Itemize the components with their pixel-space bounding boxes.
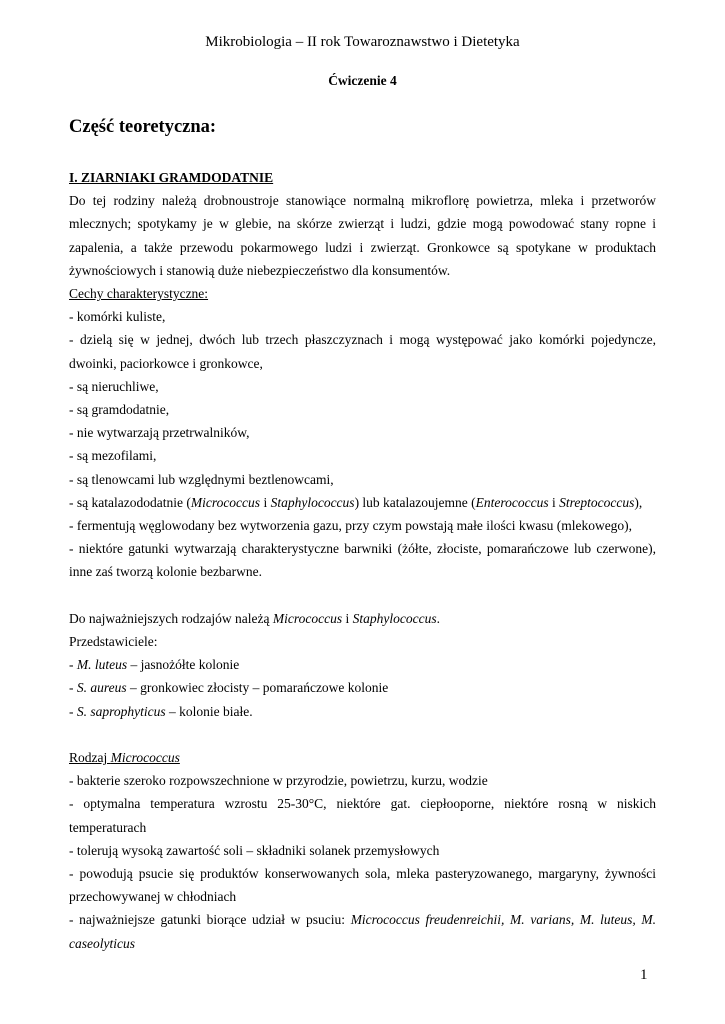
- spacer: [69, 584, 656, 607]
- spacer: [69, 723, 656, 746]
- species-name: S. aureus: [76, 680, 127, 696]
- feature-item: - są tlenowcami lub względnymi beztlenowcami,: [69, 471, 334, 487]
- text-segment: i: [260, 494, 271, 510]
- micrococcus-item-species: [69, 908, 656, 954]
- features-label: Cechy charakterystyczne:: [69, 286, 209, 302]
- document-body: [69, 166, 656, 955]
- text-segment: – jasnożółte kolonie: [127, 657, 240, 673]
- page-number: 1: [640, 967, 648, 983]
- feature-item: - nie wytwarzają przetrwalników,: [69, 425, 250, 441]
- genus-name: Staphylococcus: [352, 610, 437, 626]
- feature-item: - fermentują węglowodany bez wytworzenia gazu, przy czym powstają małe ilości kwasu (mlekowego),: [69, 518, 633, 534]
- text-segment: -: [69, 703, 77, 719]
- intro-paragraph: Do tej rodziny należą drobnoustroje stanowiące normalną mikroflorę powietrza, mleka i przetworów mlecznych; spotykamy je w glebie, na skórze zwierząt i ludzi, gdzie mogą powodować stany ropne i zapalenia, a także przewodu pokarmowego ludzi i zwierząt. Gronkowce są spotykane w produktach żywnościowych i stanowią duże niebezpieczeństwo dla konsumentów.: [69, 193, 656, 278]
- micrococcus-item: - bakterie szeroko rozpowszechnione w przyrodzie, powietrzu, kurzu, wodzie: [69, 773, 488, 789]
- text-segment: ),: [634, 494, 643, 510]
- micrococcus-item: - powodują psucie się produktów konserwowanych sola, mleka pasteryzowanego, margaryny, żywności przechowywanej w chłodniach: [69, 866, 656, 905]
- genus-name: Micrococcus: [110, 750, 180, 766]
- part-heading: I. ZIARNIAKI GRAMDODATNIE: [69, 170, 274, 185]
- feature-item: - dzielą się w jednej, dwóch lub trzech płaszczyznach i mogą występować jako komórki pojedyncze, dwoinki, paciorkowce i gronkowce,: [69, 332, 656, 371]
- feature-item: - są mezofilami,: [69, 448, 157, 464]
- document-header: Mikrobiologia – II rok Towaroznawstwo i Dietetyka: [205, 34, 520, 50]
- micrococcus-item: - optymalna temperatura wzrostu 25-30°C, niektóre gat. ciepłooporne, niektóre rosną w niskich temperaturach: [69, 796, 656, 835]
- representative-item: [69, 653, 656, 676]
- representative-item: [69, 700, 656, 723]
- text-segment: Do najważniejszych rodzajów należą: [69, 610, 273, 626]
- representatives-label: Przedstawiciele:: [69, 634, 158, 650]
- genus-name: Micrococcus: [272, 610, 343, 626]
- representative-item: [69, 676, 656, 699]
- feature-item: - komórki kuliste,: [69, 309, 166, 325]
- feature-item: - są gramdodatnie,: [69, 402, 170, 418]
- text-segment: .: [436, 610, 441, 626]
- exercise-title: Ćwiczenie 4: [328, 73, 397, 88]
- feature-item: - niektóre gatunki wytwarzają charakterystyczne barwniki (żółte, złociste, pomarańczowe lub czerwone), inne zaś tworzą kolonie bezbarwne.: [69, 541, 656, 580]
- text-segment: - są katalazododatnie (: [69, 494, 191, 510]
- genus-name: Micrococcus: [190, 494, 261, 510]
- section-title: Część teoretyczna:: [69, 117, 217, 137]
- micrococcus-item: - tolerują wysoką zawartość soli – składniki solanek przemysłowych: [69, 842, 440, 858]
- text-segment: – gronkowiec złocisty – pomarańczowe kolonie: [126, 680, 389, 696]
- species-name: S. saprophyticus: [76, 703, 166, 719]
- text-segment: i: [342, 610, 353, 626]
- genus-name: Enterococcus: [475, 494, 549, 510]
- species-list: Micrococcus freudenreichii, M. varians, M. luteus, M. caseolyticus: [69, 912, 656, 951]
- genus-name: Streptococcus: [559, 494, 635, 510]
- text-segment: i: [548, 494, 560, 510]
- main-genera-line: [69, 607, 656, 630]
- text-segment: -: [69, 657, 77, 673]
- text-segment: ) lub katalazoujemne (: [354, 494, 476, 510]
- feature-item: - są nieruchliwe,: [69, 378, 159, 394]
- species-name: M. luteus: [76, 657, 128, 673]
- feature-item-catalase: [69, 491, 656, 514]
- text-segment: - najważniejsze gatunki biorące udział w psuciu:: [69, 912, 351, 928]
- text-segment: Rodzaj: [69, 750, 111, 766]
- micrococcus-heading: [69, 746, 656, 769]
- genus-name: Staphylococcus: [270, 494, 355, 510]
- text-segment: -: [69, 680, 77, 696]
- text-segment: – kolonie białe.: [165, 703, 253, 719]
